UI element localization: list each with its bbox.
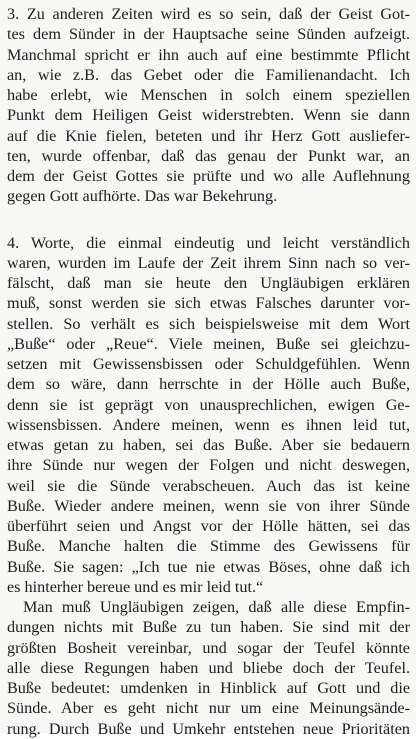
text-line: „Buße“ oder „Reue“. Viele meinen, Buße sei gleichzu- — [7, 334, 410, 353]
text-line: gegen Gott aufhörte. Das war Bekehrung. — [7, 187, 278, 206]
text-line: dem der Geist Gottes sie prüfte und wo alle Auflehnung — [7, 167, 410, 185]
text-line: 3. Zu anderen Zeiten wird es so sein, daß der Geist Got- — [7, 5, 410, 23]
text-line: weil sie die Sünde verabscheuen. Auch das ist keine — [7, 476, 410, 495]
text-line: habe erlebt, wie Menschen in solch einem speziellen — [7, 86, 410, 104]
text-line: denn sie ist geprägt von unausprechlichen, ewigen Ge- — [7, 395, 410, 414]
text-line: tes dem Sünder in der Hauptsache seine Sünden aufzeigt. — [7, 25, 410, 44]
text-line: fälscht, daß man sie heute den Ungläubigen erklären — [7, 274, 410, 292]
text-line: auf die Knie fielen, beteten und ihr Herz Gott ausliefer- — [7, 126, 410, 145]
text-line: setzen mit Gewissensbissen oder Schuldgefühlen. Wenn — [7, 355, 410, 373]
text-line: überführt seien und Angst vor der Hölle hätten, sei das — [7, 517, 410, 535]
text-line: dungen nichts mit Buße zu tun haben. Sie sind mit der — [7, 618, 410, 637]
text-line: Buße. Sie sagen: „Ich tue nie etwas Böses, ohne daß ich — [7, 557, 410, 576]
text-line-indented — [7, 597, 410, 617]
text-line: an, wie z.B. das Gebet oder die Familienandacht. Ich — [7, 65, 410, 84]
text-line: muß, sonst werden sie sich etwas Falsches darunter vor- — [7, 294, 410, 313]
text-line: rung. Durch Buße und Umkehr entstehen neue Prioritäten — [7, 719, 410, 738]
text-line: ihre Sünde nur wegen der Folgen und nicht deswegen, — [7, 456, 410, 475]
text-line: stellen. So verhält es sich beispielsweise mit dem Wort — [7, 314, 410, 333]
text-line: wissensbissen. Andere meinen, wenn es ihnen leid tut, — [7, 415, 410, 434]
text-line-content: Man muß Ungläubigen zeigen, daß alle diese Empfin- — [23, 598, 410, 616]
text-line: ten, wurde offenbar, daß das genau der Punkt war, an — [7, 146, 410, 165]
text-line: größten Bosheit vereinbar, und sogar der Teufel könnte — [7, 638, 410, 657]
paragraph-3 — [7, 4, 410, 207]
text-line: waren, wurden im Laufe der Zeit ihrem Sinn nach so ver- — [7, 253, 410, 272]
text-line: Sünde. Aber es geht nicht nur um eine Meinungsände- — [7, 699, 410, 718]
paragraph-spacer — [7, 207, 410, 233]
paragraph-5 — [7, 597, 410, 739]
paragraph-4 — [7, 233, 410, 598]
text-line: Buße. Wieder andere meinen, wenn sie von ihrer Sünde — [7, 496, 410, 515]
text-line: 4. Worte, die einmal eindeutig und leicht verständlich — [7, 233, 410, 252]
text-line: es hinterher bereue und es mir leid tut.“ — [7, 577, 264, 596]
text-line: Punkt dem Heiligen Geist widerstrebten. Wenn sie dann — [7, 106, 410, 125]
text-line: alle diese Regungen haben und bliebe doch der Teufel. — [7, 658, 410, 677]
text-line: Manchmal spricht er ihn auch auf eine bestimmte Pflicht — [7, 45, 410, 64]
text-line: etwas getan zu haben, sei das Buße. Aber sie bedauern — [7, 436, 410, 454]
text-line: dem so wäre, dann herrschte in der Hölle auch Buße, — [7, 375, 410, 394]
text-line: Buße bedeutet: umdenken in Hinblick auf Gott und die — [7, 679, 410, 697]
text-line: Buße. Manche halten die Stimme des Gewissens für — [7, 537, 410, 556]
